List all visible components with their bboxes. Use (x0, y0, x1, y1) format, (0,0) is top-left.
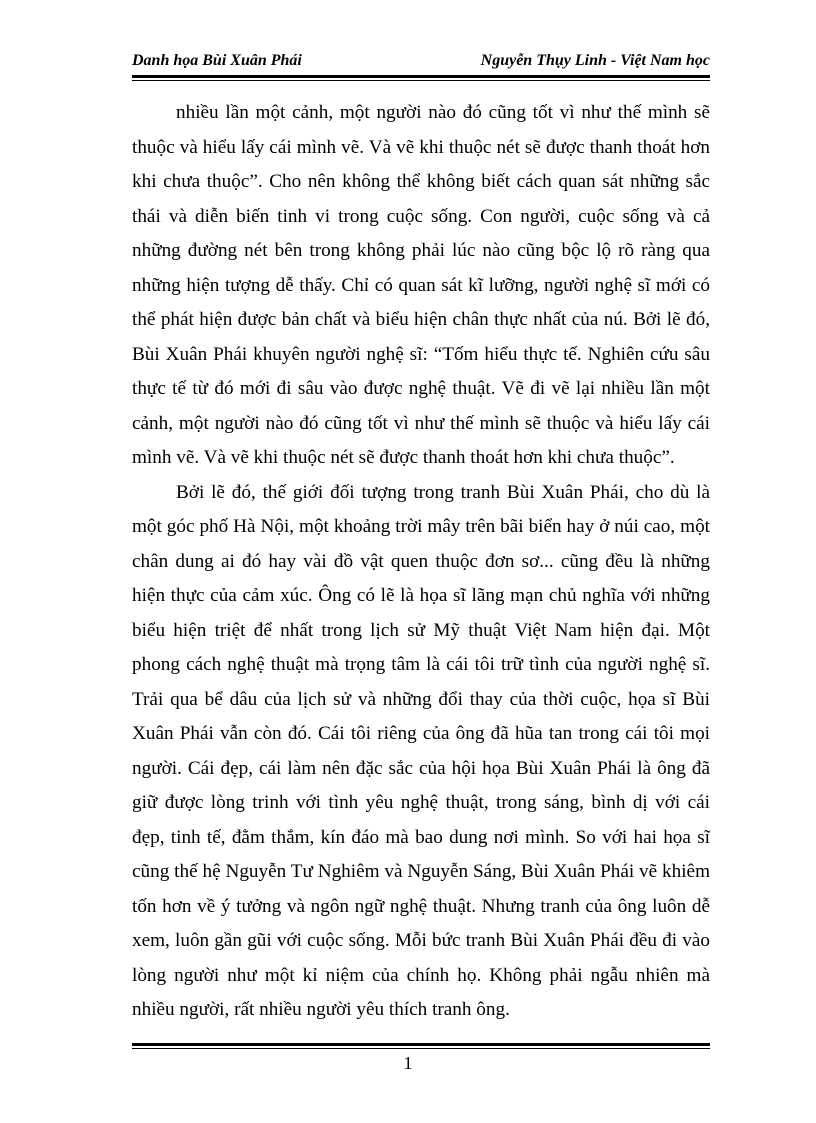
header-rule-thin (132, 80, 710, 81)
page-number: 1 (403, 1053, 413, 1073)
footer-rule-thick (132, 1043, 710, 1046)
header-title: Danh họa Bùi Xuân Phái (132, 52, 302, 69)
header-author: Nguyễn Thụy Linh - Việt Nam học (480, 52, 710, 69)
footer-rule-thin (132, 1048, 710, 1049)
paragraph-1: nhiều lần một cảnh, một người nào đó cũng tốt vì như thế mình sẽ thuộc và hiểu lấy cái mình vẽ. Và vẽ khi thuộc nét sẽ được thanh thoát hơn khi chưa thuộc”. Cho nên không thể không biết cách quan sát những sắc thái và diễn biến tinh vi trong cuộc sống. Con người, cuộc sống và cả những đường nét bên trong không phải lúc nào cũng bộc lộ rõ ràng qua những hiện tượng dễ thấy. Chỉ có quan sát kĩ lưỡng, người nghệ sĩ mới có thể phát hiện được bản chất và biểu hiện chân thực nhất của nú. Bởi lẽ đó, Bùi Xuân Phái khuyên người nghệ sĩ: “Tốm hiểu thực tế. Nghiên cứu sâu thực tế từ đó mới đi sâu vào được nghệ thuật. Vẽ đi vẽ lại nhiều lần một cảnh, một người nào đó cũng tốt vì như thế mình sẽ thuộc và hiểu lấy cái mình vẽ. Và vẽ khi thuộc nét sẽ được thanh thoát hơn khi chưa thuộc”. (132, 102, 710, 468)
paragraph-2: Bởi lẽ đó, thế giới đối tượng trong tranh Bùi Xuân Phái, cho dù là một góc phố Hà Nội, một khoảng trời mây trên bãi biển hay ở núi cao, một chân dung ai đó hay vài đồ vật quen thuộc đơn sơ... cũng đều là những hiện thực của cảm xúc. Ông có lẽ là họa sĩ lãng mạn chủ nghĩa với những biểu hiện triệt để nhất trong lịch sử Mỹ thuật Việt Nam hiện đại. Một phong cách nghệ thuật mà trọng tâm là cái tôi trữ tình của người nghệ sĩ. Trải qua bể dâu của lịch sử và những đổi thay của thời cuộc, họa sĩ Bùi Xuân Phái vẫn còn đó. Cái tôi riêng của ông đã hũa tan trong cái tôi mọi người. Cái đẹp, cái làm nên đặc sắc của hội họa Bùi Xuân Phái là ông đã giữ được lòng trinh với tình yêu nghệ thuật, trong sáng, bình dị với cái đẹp, tinh tế, đằm thắm, kín đáo mà bao dung nơi mình. So với hai họa sĩ cũng thế hệ Nguyễn Tư Nghiêm và Nguyễn Sáng, Bùi Xuân Phái vẽ khiêm tốn hơn về ý tưởng và ngôn ngữ nghệ thuật. Nhưng tranh của ông luôn dễ xem, luôn gần gũi với cuộc sống. Mỗi bức tranh Bùi Xuân Phái đều đi vào lòng người như một kỉ niệm của chính họ. Không phải ngẫu nhiên mà nhiều người, rất nhiều người yêu thích tranh ông. (132, 481, 710, 1020)
running-header (132, 50, 710, 74)
body-text (132, 96, 710, 1028)
header-rule-thick (132, 75, 710, 78)
